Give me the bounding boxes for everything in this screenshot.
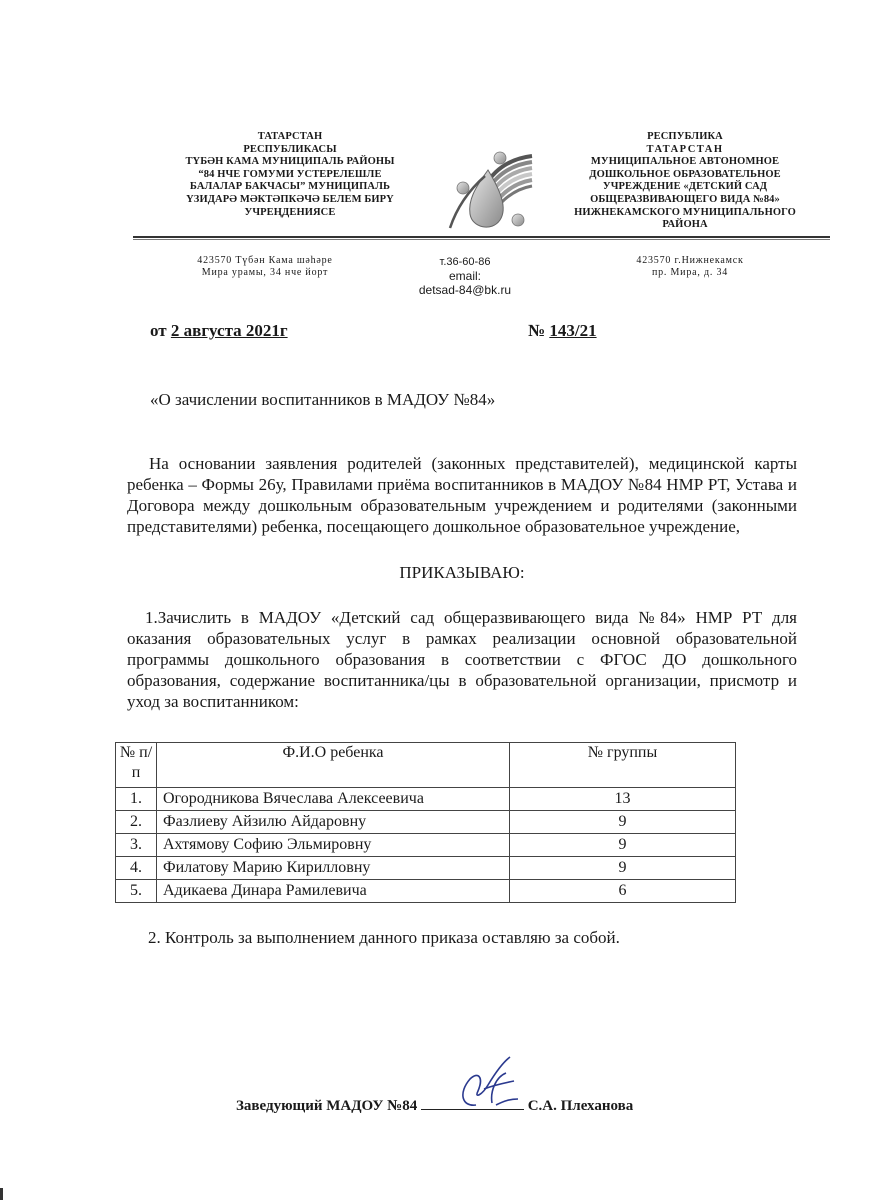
header-line: МУНИЦИПАЛЬНОЕ АВТОНОМНОЕ <box>590 156 780 168</box>
order-word: ПРИКАЗЫВАЮ: <box>399 563 525 582</box>
header-line: БАЛАЛАР БАКЧАСЫ” МУНИЦИПАЛЬ <box>189 181 391 193</box>
header-line: ТҮБӘН КАМА МУНИЦИПАЛЬ РАЙОНЫ <box>185 156 395 168</box>
table-row <box>116 811 736 834</box>
header-line: НИЖНЕКАМСКОГО МУНИЦИПАЛЬНОГО <box>574 206 796 218</box>
order-number <box>528 321 597 341</box>
group-number: 9 <box>510 811 736 834</box>
address-tatar <box>160 255 370 279</box>
row-number: 5. <box>116 880 157 903</box>
signatory-position: Заведующий МАДОУ №84 <box>236 1098 418 1114</box>
header-line: РЕСПУБЛИКАСЫ <box>243 143 337 155</box>
table-row <box>116 834 736 857</box>
child-name: Фазлиеву Айзилю Айдаровну <box>157 811 510 834</box>
signature-line <box>236 1095 633 1115</box>
header-name: Ф.И.О ребенка <box>157 743 510 788</box>
child-name: Филатову Марию Кирилловну <box>157 857 510 880</box>
contact-info <box>380 255 550 297</box>
order-title: «О зачислении воспитанников в МАДОУ №84» <box>150 390 496 409</box>
number-value: 143/21 <box>549 321 597 340</box>
header-label: № п/п <box>119 744 153 781</box>
header-number <box>116 743 157 788</box>
header-line: ТАТАРСТАН <box>257 131 323 142</box>
kindergarten-logo-icon <box>430 128 555 236</box>
address-russian <box>590 255 790 279</box>
enrolled-children-table <box>115 742 736 903</box>
table-row <box>116 788 736 811</box>
signature-blank <box>421 1095 524 1110</box>
row-number: 3. <box>116 834 157 857</box>
row-number: 2. <box>116 811 157 834</box>
row-number: 1. <box>116 788 157 811</box>
header-group: № группы <box>510 743 736 788</box>
header-line: УЧРЕҢДЕНИЯСЕ <box>244 206 336 218</box>
header-line: ДОШКОЛЬНОЕ ОБРАЗОВАТЕЛЬНОЕ <box>589 168 781 180</box>
table-header-row <box>116 743 736 788</box>
address-line: 423570 г.Нижнекамск <box>636 255 744 266</box>
group-number: 9 <box>510 834 736 857</box>
header-divider <box>133 236 830 238</box>
header-line: РЕСПУБЛИКА <box>647 131 723 142</box>
date-value: 2 августа 2021г <box>170 321 288 340</box>
header-line: ОБЩЕРАЗВИВАЮЩЕГО ВИДА №84» <box>590 193 780 205</box>
address-line: Мира урамы, 34 нче йорт <box>201 267 329 278</box>
date-prefix: от <box>150 321 171 340</box>
email-label: email: <box>448 269 481 283</box>
header-tatar-org-name <box>140 131 440 219</box>
header-divider-thin <box>133 239 830 240</box>
header-line: УЧРЕЖДЕНИЕ «ДЕТСКИЙ САД <box>602 181 768 193</box>
item-1-paragraph: 1.Зачислить в МАДОУ «Детский сад общеразвивающего вида №84» НМР РТ для оказания образовательных услуг в рамках реализации основной образовательной программы дошкольного образования в соответствии с ФГОС ДО дошкольного образования, содержание воспитанника/цы в образовательной организации, присмотр и уход за воспитанником: <box>127 608 797 711</box>
scan-edge-mark <box>0 1188 3 1200</box>
header-line: ҮЗИДАРӘ МӘКТӘПКӘЧӘ БЕЛЕМ БИРҮ <box>186 193 394 205</box>
header-line: РАЙОНА <box>662 219 708 231</box>
item-2-paragraph: 2. Контроль за выполнением данного приказа оставляю за собой. <box>148 928 620 947</box>
phone-number: т.36-60-86 <box>439 256 491 268</box>
header-line: ТАТАРСТАН <box>646 143 724 155</box>
group-number: 9 <box>510 857 736 880</box>
number-prefix: № <box>528 321 550 340</box>
table-row <box>116 880 736 903</box>
child-name: Огородникова Вячеслава Алексеевича <box>157 788 510 811</box>
address-line: пр. Мира, д. 34 <box>651 267 729 278</box>
child-name: Адикаева Динара Рамилевича <box>157 880 510 903</box>
signatory-name: С.А. Плеханова <box>527 1098 634 1114</box>
header-russian-org-name <box>545 131 825 232</box>
order-date <box>150 321 288 341</box>
group-number: 6 <box>510 880 736 903</box>
email-address: detsad-84@bk.ru <box>418 283 512 297</box>
address-line: 423570 Түбән Кама шәһәре <box>197 255 333 266</box>
table-row <box>116 857 736 880</box>
child-name: Ахтямову Софию Эльмировну <box>157 834 510 857</box>
preamble-paragraph: На основании заявления родителей (законных представителей), медицинской карты ребенка – Формы 26у, Правилами приёма воспитанников в МАДОУ №84 НМР РТ, Устава и Договора между дошкольным образовательным учреждением и родителями (законными представителями) ребенка, посещающего дошкольное образовательное учреждение, <box>127 454 797 536</box>
row-number: 4. <box>116 857 157 880</box>
header-line: “84 НЧЕ ГОМУМИ УСТЕРЕЛЕШЛЕ <box>198 168 382 180</box>
group-number: 13 <box>510 788 736 811</box>
